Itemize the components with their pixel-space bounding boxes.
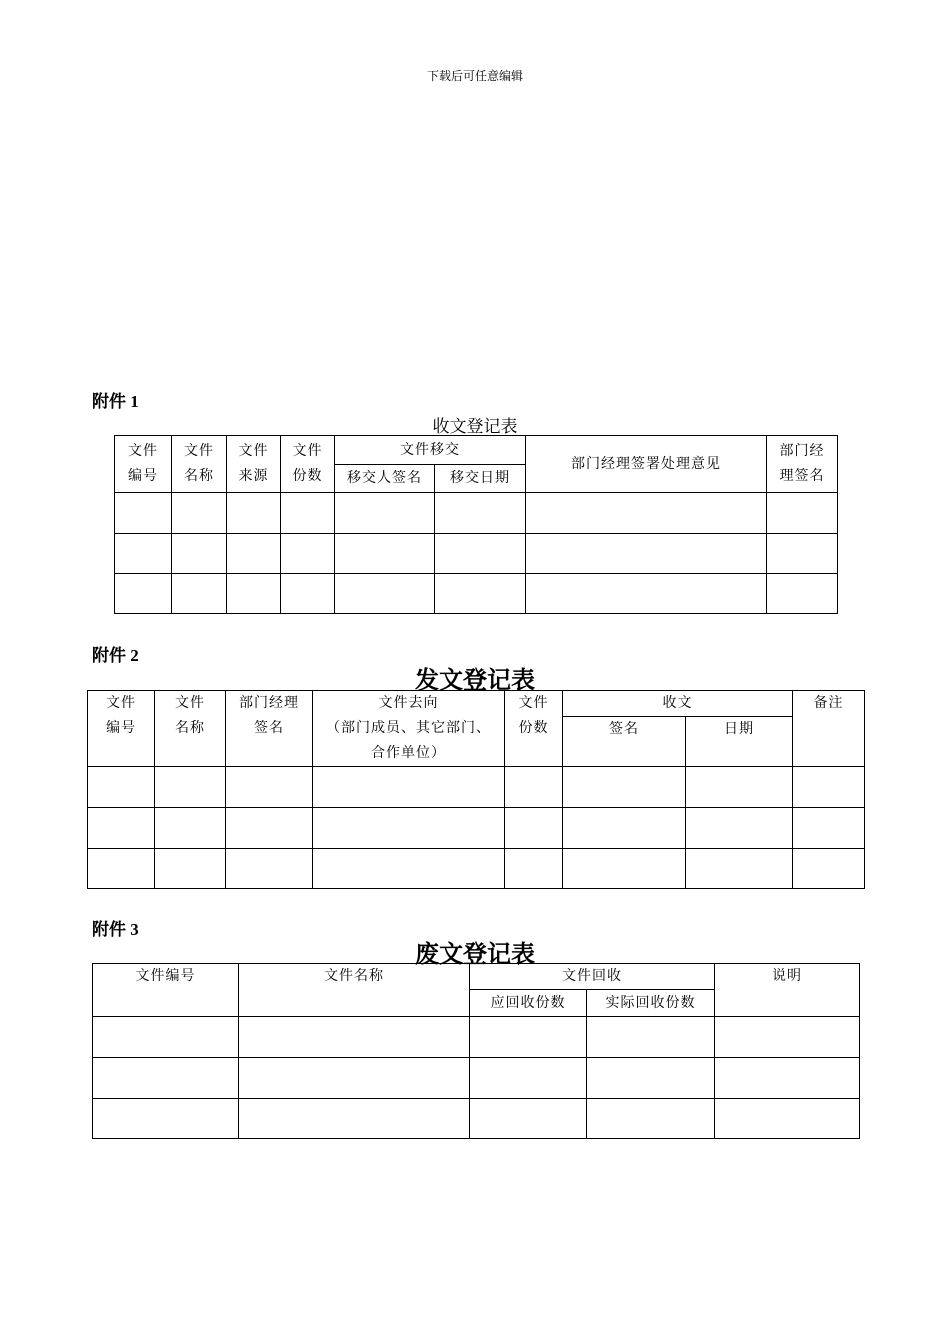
header-receive-date: 日期	[686, 717, 793, 767]
header-file-copies: 文件 份数	[281, 436, 335, 493]
table-row	[93, 1099, 860, 1139]
table-row	[88, 849, 865, 889]
table-row	[93, 1017, 860, 1058]
header-note: 下载后可任意编辑	[426, 69, 523, 83]
header-receive: 收文	[563, 691, 793, 717]
receive-register-title: 收文登记表	[432, 417, 518, 436]
header-manager-sign: 部门经 理签名	[767, 436, 838, 493]
header-file-no: 文件编号	[93, 964, 239, 1017]
discard-register-title: 废文登记表	[415, 942, 535, 968]
header-due-copies: 应回收份数	[470, 990, 587, 1017]
header-transfer: 文件移交	[335, 436, 526, 465]
table-row	[115, 574, 838, 614]
header-file-source: 文件 来源	[227, 436, 281, 493]
header-transfer-date: 移交日期	[435, 465, 526, 493]
header-file-name: 文件 名称	[155, 691, 226, 767]
header-transfer-signer: 移交人签名	[335, 465, 435, 493]
table-row	[115, 534, 838, 574]
send-register-title: 发文登记表	[415, 668, 535, 694]
header-recovery: 文件回收	[470, 964, 715, 990]
table-row	[88, 767, 865, 808]
header-actual-copies: 实际回收份数	[587, 990, 715, 1017]
header-note: 说明	[715, 964, 860, 1017]
header-destination: 文件去向 （部门成员、其它部门、 合作单位）	[313, 691, 505, 767]
header-manager-opinion: 部门经理签署处理意见	[526, 436, 767, 493]
discard-register-table	[92, 963, 860, 1139]
header-file-name: 文件名称	[239, 964, 470, 1017]
header-file-no: 文件 编号	[115, 436, 172, 493]
table-row	[93, 1058, 860, 1099]
header-receive-sign: 签名	[563, 717, 686, 767]
table-row	[115, 493, 838, 534]
attachment-3-label: 附件 3	[92, 920, 139, 939]
header-file-no: 文件 编号	[88, 691, 155, 767]
header-file-name: 文件 名称	[172, 436, 227, 493]
send-register-table	[87, 690, 865, 889]
header-manager-sign: 部门经理 签名	[226, 691, 313, 767]
receive-register-table	[114, 435, 838, 614]
attachment-2-label: 附件 2	[92, 646, 139, 665]
header-remark: 备注	[793, 691, 865, 767]
table-row	[88, 808, 865, 849]
header-copies: 文件 份数	[505, 691, 563, 767]
attachment-1-label: 附件 1	[92, 392, 139, 411]
